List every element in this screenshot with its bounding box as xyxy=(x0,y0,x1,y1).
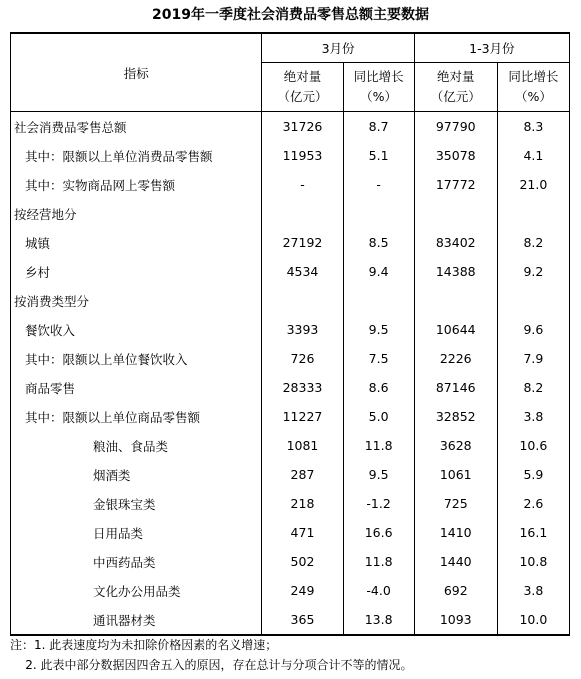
header-row-periods xyxy=(11,33,570,63)
march-header: 3月份 xyxy=(262,33,414,63)
march-yoy-value: 8.6 xyxy=(343,373,414,402)
march-abs-value: 31726 xyxy=(262,112,343,142)
abs-label: 绝对量 xyxy=(436,69,475,84)
abs-unit: （亿元） xyxy=(430,89,481,104)
footnote-1: 注：1. 此表速度均为未扣除价格因素的名义增速； xyxy=(10,638,278,652)
row-name: 日用品类 xyxy=(11,518,262,547)
march-abs-value: 1081 xyxy=(262,431,343,460)
jan-mar-yoy-value: 9.6 xyxy=(497,315,569,344)
table-row xyxy=(11,344,570,373)
yoy-label: 同比增长 xyxy=(508,69,559,84)
march-yoy-value xyxy=(343,286,414,315)
march-abs-value: 3393 xyxy=(262,315,343,344)
jan-mar-abs-value: 1410 xyxy=(414,518,497,547)
row-name: 其中：限额以上单位消费品零售额 xyxy=(11,141,262,170)
row-name: 文化办公用品类 xyxy=(11,576,262,605)
jan-mar-header: 1-3月份 xyxy=(414,33,569,63)
march-yoy-value: 9.5 xyxy=(343,460,414,489)
row-name: 其中：限额以上单位商品零售额 xyxy=(11,402,262,431)
jan-mar-abs-value: 692 xyxy=(414,576,497,605)
march-yoy-value: -4.0 xyxy=(343,576,414,605)
row-name: 中西药品类 xyxy=(11,547,262,576)
march-yoy-value: 5.1 xyxy=(343,141,414,170)
jan-mar-abs-value: 14388 xyxy=(414,257,497,286)
march-abs-value xyxy=(262,286,343,315)
march-abs-header xyxy=(262,63,343,112)
retail-sales-table xyxy=(10,32,570,636)
jan-mar-yoy-value xyxy=(497,286,569,315)
yoy-unit: （%） xyxy=(514,89,552,104)
jan-mar-abs-value xyxy=(414,199,497,228)
row-name: 餐饮收入 xyxy=(11,315,262,344)
march-yoy-value: 11.8 xyxy=(343,431,414,460)
march-yoy-value: 5.0 xyxy=(343,402,414,431)
table-row xyxy=(11,228,570,257)
jan-mar-yoy-value: 2.6 xyxy=(497,489,569,518)
march-abs-value: 11953 xyxy=(262,141,343,170)
abs-label: 绝对量 xyxy=(283,69,322,84)
jan-mar-yoy-value: 9.2 xyxy=(497,257,569,286)
jan-mar-yoy-value: 4.1 xyxy=(497,141,569,170)
march-yoy-value: 7.5 xyxy=(343,344,414,373)
jan-mar-abs-header xyxy=(414,63,497,112)
march-abs-value: - xyxy=(262,170,343,199)
row-name: 粮油、食品类 xyxy=(11,431,262,460)
table-row xyxy=(11,315,570,344)
table-row xyxy=(11,286,570,315)
march-yoy-header xyxy=(343,63,414,112)
march-abs-value: 28333 xyxy=(262,373,343,402)
jan-mar-yoy-value: 16.1 xyxy=(497,518,569,547)
row-name: 烟酒类 xyxy=(11,460,262,489)
jan-mar-abs-value: 1061 xyxy=(414,460,497,489)
jan-mar-abs-value: 1440 xyxy=(414,547,497,576)
jan-mar-abs-value: 83402 xyxy=(414,228,497,257)
jan-mar-yoy-value: 5.9 xyxy=(497,460,569,489)
march-abs-value: 365 xyxy=(262,605,343,635)
table-row xyxy=(11,605,570,635)
jan-mar-abs-value: 35078 xyxy=(414,141,497,170)
jan-mar-abs-value: 97790 xyxy=(414,112,497,142)
row-name: 社会消费品零售总额 xyxy=(11,112,262,142)
march-yoy-value: 11.8 xyxy=(343,547,414,576)
march-abs-value: 726 xyxy=(262,344,343,373)
jan-mar-abs-value: 87146 xyxy=(414,373,497,402)
table-row xyxy=(11,431,570,460)
table-row xyxy=(11,576,570,605)
jan-mar-abs-value: 1093 xyxy=(414,605,497,635)
march-yoy-value: - xyxy=(343,170,414,199)
indicator-header: 指标 xyxy=(11,33,262,112)
row-name: 按消费类型分 xyxy=(11,286,262,315)
jan-mar-abs-value: 2226 xyxy=(414,344,497,373)
jan-mar-yoy-value: 7.9 xyxy=(497,344,569,373)
jan-mar-abs-value: 725 xyxy=(414,489,497,518)
jan-mar-yoy-value: 8.3 xyxy=(497,112,569,142)
jan-mar-yoy-value: 3.8 xyxy=(497,576,569,605)
jan-mar-yoy-value: 3.8 xyxy=(497,402,569,431)
table-row xyxy=(11,170,570,199)
jan-mar-abs-value xyxy=(414,286,497,315)
jan-mar-yoy-value: 10.8 xyxy=(497,547,569,576)
table-row xyxy=(11,460,570,489)
row-name: 乡村 xyxy=(11,257,262,286)
march-abs-value: 287 xyxy=(262,460,343,489)
march-yoy-value: 13.8 xyxy=(343,605,414,635)
table-row xyxy=(11,373,570,402)
march-abs-value xyxy=(262,199,343,228)
row-name: 金银珠宝类 xyxy=(11,489,262,518)
march-abs-value: 502 xyxy=(262,547,343,576)
table-row xyxy=(11,518,570,547)
march-yoy-value: 8.5 xyxy=(343,228,414,257)
jan-mar-yoy-value: 10.6 xyxy=(497,431,569,460)
table-row xyxy=(11,257,570,286)
march-yoy-value: 8.7 xyxy=(343,112,414,142)
table-row xyxy=(11,547,570,576)
jan-mar-abs-value: 3628 xyxy=(414,431,497,460)
march-abs-value: 249 xyxy=(262,576,343,605)
table-row xyxy=(11,141,570,170)
table-row xyxy=(11,112,570,142)
row-name: 商品零售 xyxy=(11,373,262,402)
march-yoy-value: -1.2 xyxy=(343,489,414,518)
jan-mar-yoy-header xyxy=(497,63,569,112)
row-name: 通讯器材类 xyxy=(11,605,262,635)
jan-mar-yoy-value: 8.2 xyxy=(497,373,569,402)
march-abs-value: 27192 xyxy=(262,228,343,257)
abs-unit: （亿元） xyxy=(277,89,328,104)
march-yoy-value: 9.5 xyxy=(343,315,414,344)
row-name: 其中：限额以上单位餐饮收入 xyxy=(11,344,262,373)
jan-mar-yoy-value: 21.0 xyxy=(497,170,569,199)
table-body xyxy=(11,112,570,636)
march-yoy-value: 16.6 xyxy=(343,518,414,547)
yoy-unit: （%） xyxy=(360,89,398,104)
yoy-label: 同比增长 xyxy=(353,69,404,84)
march-abs-value: 4534 xyxy=(262,257,343,286)
row-name: 城镇 xyxy=(11,228,262,257)
march-abs-value: 471 xyxy=(262,518,343,547)
row-name: 按经营地分 xyxy=(11,199,262,228)
march-abs-value: 218 xyxy=(262,489,343,518)
jan-mar-yoy-value: 10.0 xyxy=(497,605,569,635)
table-row xyxy=(11,402,570,431)
table-title: 2019年一季度社会消费品零售总额主要数据 xyxy=(152,7,429,23)
jan-mar-yoy-value xyxy=(497,199,569,228)
jan-mar-yoy-value: 8.2 xyxy=(497,228,569,257)
row-name: 其中：实物商品网上零售额 xyxy=(11,170,262,199)
march-abs-value: 11227 xyxy=(262,402,343,431)
jan-mar-abs-value: 17772 xyxy=(414,170,497,199)
table-row xyxy=(11,489,570,518)
table-row xyxy=(11,199,570,228)
footnote-2: 2. 此表中部分数据因四舍五入的原因，存在总计与分项合计不等的情况。 xyxy=(10,658,413,672)
jan-mar-abs-value: 32852 xyxy=(414,402,497,431)
footnotes xyxy=(10,635,575,675)
jan-mar-abs-value: 10644 xyxy=(414,315,497,344)
march-yoy-value xyxy=(343,199,414,228)
march-yoy-value: 9.4 xyxy=(343,257,414,286)
